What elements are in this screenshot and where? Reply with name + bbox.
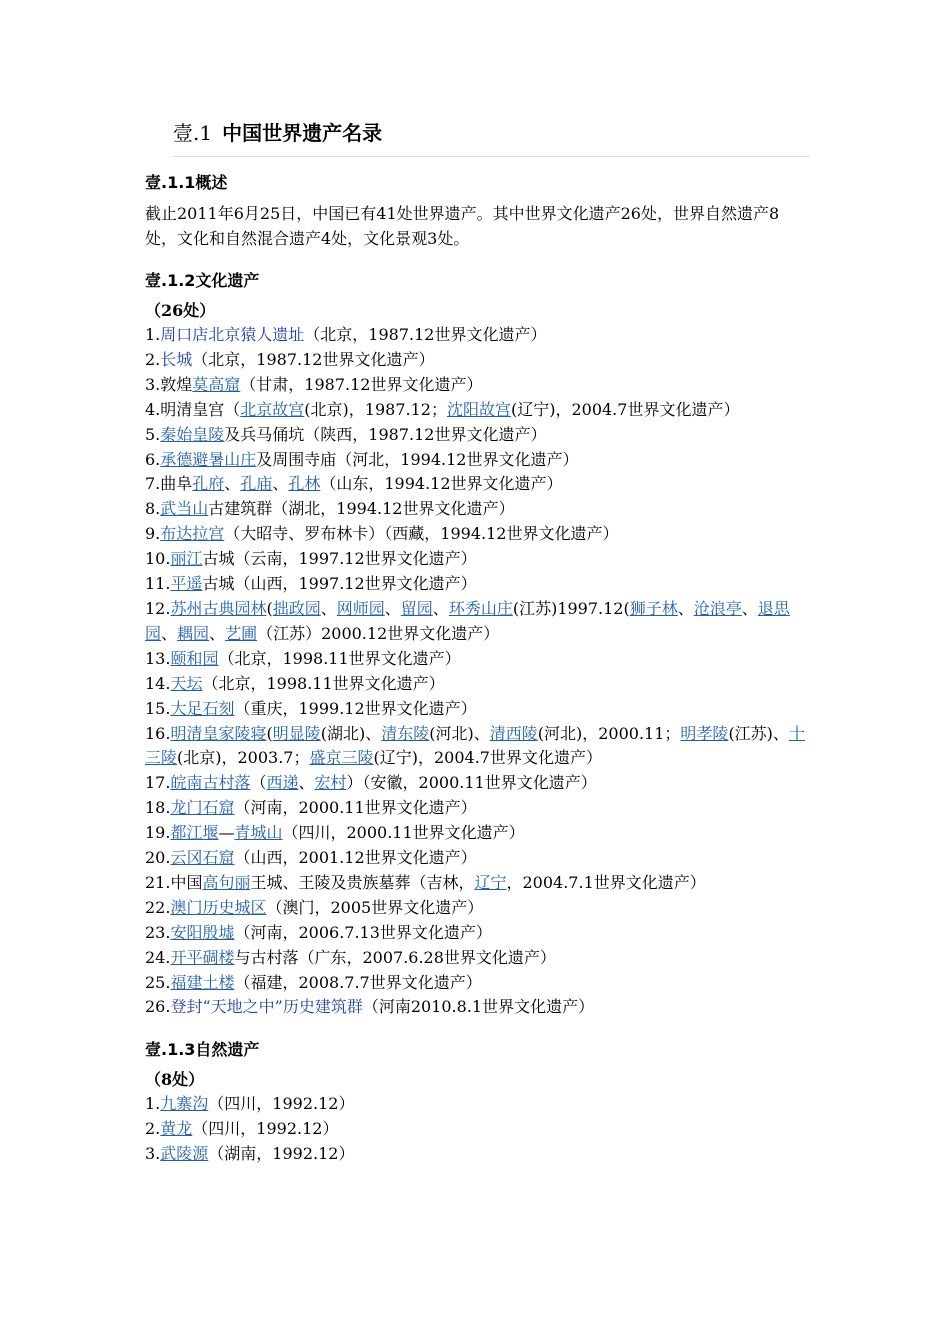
item-text: 1. <box>145 325 161 344</box>
item-text: 14. <box>145 673 171 693</box>
heritage-link[interactable]: 辽宁 <box>474 872 507 892</box>
heritage-link[interactable]: 宏村 <box>314 773 347 793</box>
heritage-link[interactable]: 青城山 <box>234 823 283 843</box>
list-item <box>145 995 810 1020</box>
heritage-link[interactable]: 狮子林 <box>629 598 678 618</box>
heritage-link[interactable]: 周口店北京猿人遗址 <box>160 325 305 344</box>
heading-title: 中国世界遗产名录 <box>222 121 383 145</box>
list-item <box>145 672 810 697</box>
item-text: 5. <box>145 424 161 444</box>
heritage-link[interactable]: 退思园 <box>145 598 790 643</box>
list-item <box>145 323 810 348</box>
heritage-link[interactable]: 拙政园 <box>272 598 321 618</box>
list-item <box>145 722 810 772</box>
item-text: （山东，1994.12世界文化遗产） <box>320 474 563 494</box>
list-item <box>145 448 810 473</box>
item-text: （大昭寺、罗布林卡）（西藏，1994.12世界文化遗产） <box>224 524 619 544</box>
heritage-link[interactable]: 西递 <box>266 773 299 793</box>
item-text: 23. <box>145 922 171 942</box>
item-text: （北京，1998.11世界文化遗产） <box>202 673 445 693</box>
item-text: 、 <box>161 623 178 643</box>
heritage-link[interactable]: 武当山 <box>160 499 209 519</box>
item-text: (北京)，2003.7； <box>177 748 310 768</box>
heritage-link[interactable]: 网师园 <box>336 598 385 618</box>
list-item <box>145 647 810 672</box>
item-text: ）（安徽，2000.11世界文化遗产） <box>346 773 597 793</box>
heritage-link[interactable]: 长城 <box>160 349 193 369</box>
list-item <box>145 497 810 522</box>
list-item <box>145 846 810 871</box>
item-text: 、 <box>741 598 758 618</box>
item-text: （江苏）2000.12世界文化遗产） <box>257 623 500 643</box>
item-text: (河北)，2000.11； <box>537 723 681 743</box>
item-text: (江苏)、 <box>728 723 789 743</box>
item-text: 王城、王陵及贵族墓葬（吉林， <box>250 872 475 892</box>
heritage-link[interactable]: 孔林 <box>288 474 321 494</box>
item-text: 7.曲阜 <box>145 474 193 494</box>
item-text: (辽宁)，2004.7世界文化遗产） <box>373 748 602 768</box>
heritage-link[interactable]: 布达拉宫 <box>160 524 225 544</box>
item-text: (江苏)1997.12( <box>512 598 630 618</box>
heritage-link[interactable]: 澳门历史城区 <box>170 897 267 917</box>
item-text: 13. <box>145 648 171 668</box>
heritage-link[interactable]: 安阳殷墟 <box>170 922 235 942</box>
list-item <box>145 921 810 946</box>
list-item <box>145 1142 810 1167</box>
item-text: 、 <box>432 598 449 618</box>
item-text: 、 <box>209 623 226 643</box>
section-heading-1 <box>173 118 810 157</box>
item-text: （湖南，1992.12） <box>208 1144 355 1164</box>
list-item <box>145 971 810 996</box>
cultural-count: （26处） <box>145 301 216 320</box>
item-text: 24. <box>145 947 171 967</box>
heritage-link[interactable]: 颐和园 <box>170 648 219 668</box>
item-text: 及周围寺庙（河北，1994.12世界文化遗产） <box>256 449 579 469</box>
heritage-link[interactable]: 沧浪亭 <box>693 598 742 618</box>
list-item <box>145 697 810 722</box>
item-text: （甘肃，1987.12世界文化遗产） <box>240 374 483 394</box>
item-text: 18. <box>145 798 171 818</box>
item-text: ，2004.7.1世界文化遗产） <box>506 872 706 892</box>
heritage-link[interactable]: 登封“天地之中”历史建筑群 <box>170 997 363 1017</box>
heritage-link[interactable]: 武陵源 <box>160 1144 209 1164</box>
item-text: (河北)、 <box>429 723 490 743</box>
list-item <box>145 547 810 572</box>
item-text: （四川，1992.12） <box>192 1119 339 1139</box>
heritage-link[interactable]: 北京故宫 <box>240 399 305 419</box>
item-text: 11. <box>145 574 171 594</box>
heritage-link[interactable]: 云冈石窟 <box>170 848 235 868</box>
heritage-link[interactable]: 黄龙 <box>160 1119 193 1139</box>
list-item <box>145 348 810 373</box>
item-text: （四川，2000.11世界文化遗产） <box>282 823 525 843</box>
item-text: (辽宁)，2004.7世界文化遗产） <box>510 399 740 419</box>
heritage-link[interactable]: 天坛 <box>170 673 203 693</box>
heritage-link[interactable]: 十三陵 <box>145 723 805 768</box>
item-text: （重庆，1999.12世界文化遗产） <box>234 698 477 718</box>
item-text: 与古村落（广东，2007.6.28世界文化遗产） <box>234 947 556 967</box>
item-text: 、 <box>677 598 694 618</box>
heritage-link[interactable]: 高句丽 <box>202 872 251 892</box>
list-item <box>145 472 810 497</box>
item-text: 2. <box>145 1119 161 1139</box>
heritage-link[interactable]: 承德避暑山庄 <box>160 449 257 469</box>
item-text: 25. <box>145 972 171 992</box>
item-text: 1. <box>145 1094 161 1114</box>
natural-heritage-heading: 壹.1.3自然遗产 <box>145 1040 260 1060</box>
item-text: 21.中国 <box>145 872 203 892</box>
list-item <box>145 1092 810 1117</box>
item-text: （ <box>250 773 267 793</box>
item-text: 6. <box>145 449 161 469</box>
item-text: (湖北)、 <box>320 723 382 743</box>
list-item <box>145 946 810 971</box>
heritage-link[interactable]: 大足石刻 <box>170 698 235 718</box>
heading-number: 壹.1 <box>173 121 213 145</box>
item-text: 15. <box>145 698 171 718</box>
overview-paragraph: 截止2011年6月25日，中国已有41处世界遗产。其中世界文化遗产26处，世界自然遗产8处，文化和自然混合遗产4处，文化景观3处。 <box>145 204 780 248</box>
list-item <box>145 373 810 398</box>
heritage-link[interactable]: 清西陵 <box>489 723 538 743</box>
heritage-link[interactable]: 明孝陵 <box>680 723 729 743</box>
item-text: 及兵马俑坑（陕西，1987.12世界文化遗产） <box>224 424 547 444</box>
heritage-link[interactable]: 耦园 <box>177 623 210 643</box>
item-text: 3. <box>145 1144 161 1164</box>
item-text: 26. <box>145 997 171 1017</box>
item-text: 、 <box>224 474 241 494</box>
item-text: 16. <box>145 723 171 743</box>
list-item <box>145 398 810 423</box>
item-text: 古城（山西，1997.12世界文化遗产） <box>202 574 477 594</box>
item-text: （澳门，2005世界文化遗产） <box>266 897 484 917</box>
item-text: 、 <box>298 773 315 793</box>
heritage-link[interactable]: 福建土楼 <box>170 972 235 992</box>
heritage-link[interactable]: 莫高窟 <box>192 374 241 394</box>
list-item <box>145 871 810 896</box>
item-text: 19. <box>145 823 171 843</box>
heritage-link[interactable]: 都江堰 <box>170 823 219 843</box>
item-text: 2. <box>145 349 161 369</box>
item-text: 17. <box>145 773 171 793</box>
heritage-link[interactable]: 苏州古典园林 <box>170 598 267 618</box>
item-text: （河南2010.8.1世界文化遗产） <box>362 997 595 1017</box>
list-item <box>145 896 810 921</box>
item-text: 古城（云南，1997.12世界文化遗产） <box>202 549 477 569</box>
item-text: 10. <box>145 549 171 569</box>
item-text: （福建，2008.7.7世界文化遗产） <box>234 972 482 992</box>
item-text: 9. <box>145 524 161 544</box>
heritage-link[interactable]: 孔庙 <box>240 474 273 494</box>
item-text: 22. <box>145 897 171 917</box>
item-text: （北京，1998.11世界文化遗产） <box>218 648 461 668</box>
natural-heritage-list <box>145 1092 810 1167</box>
heritage-link[interactable]: 沈阳故宫 <box>446 399 511 419</box>
heritage-link[interactable]: 明清皇家陵寝 <box>170 723 267 743</box>
item-text: 、 <box>272 474 289 494</box>
list-item <box>145 572 810 597</box>
item-text: 4.明清皇宫（ <box>145 399 241 419</box>
item-text: 8. <box>145 499 161 519</box>
item-text: — <box>218 823 235 843</box>
list-item <box>145 423 810 448</box>
heritage-link[interactable]: 秦始皇陵 <box>160 424 225 444</box>
list-item <box>145 796 810 821</box>
heritage-link[interactable]: 留园 <box>400 598 433 618</box>
item-text: 12. <box>145 598 171 618</box>
item-text: 3.敦煌 <box>145 374 193 394</box>
item-text: （山西，2001.12世界文化遗产） <box>234 848 477 868</box>
item-text: 、 <box>320 598 337 618</box>
cultural-heritage-heading: 壹.1.2文化遗产 <box>145 271 260 290</box>
heritage-link[interactable]: 清东陵 <box>381 723 430 743</box>
heritage-link[interactable]: 龙门石窟 <box>170 798 235 818</box>
list-item <box>145 771 810 796</box>
item-text: （四川，1992.12） <box>208 1094 355 1114</box>
list-item <box>145 522 810 547</box>
document-page <box>145 118 810 1167</box>
list-item <box>145 597 810 647</box>
heritage-link[interactable]: 丽江 <box>170 549 203 569</box>
item-text: （河南，2000.11世界文化遗产） <box>234 798 477 818</box>
heritage-link[interactable]: 平遥 <box>170 574 203 594</box>
item-text: （北京，1987.12世界文化遗产） <box>304 325 547 344</box>
natural-count: （8处） <box>145 1070 205 1090</box>
list-item <box>145 1117 810 1142</box>
heritage-link[interactable]: 九寨沟 <box>160 1094 209 1114</box>
item-text: ( <box>266 598 273 618</box>
heritage-link[interactable]: 艺圃 <box>225 623 258 643</box>
item-text: 、 <box>384 598 401 618</box>
item-text: （河南，2006.7.13世界文化遗产） <box>234 922 492 942</box>
item-text: (北京)，1987.12； <box>304 399 447 419</box>
cultural-heritage-list <box>145 323 810 1020</box>
overview-heading: 壹.1.1概述 <box>145 173 228 192</box>
item-text: 20. <box>145 848 171 868</box>
item-text: 古建筑群（湖北，1994.12世界文化遗产） <box>208 499 515 519</box>
item-text: ( <box>266 723 273 743</box>
heritage-link[interactable]: 开平碉楼 <box>170 947 235 967</box>
heritage-link[interactable]: 环秀山庄 <box>448 598 513 618</box>
heritage-link[interactable]: 明显陵 <box>272 723 321 743</box>
heritage-link[interactable]: 盛京三陵 <box>309 748 374 768</box>
item-text: （北京，1987.12世界文化遗产） <box>192 349 435 369</box>
heritage-link[interactable]: 皖南古村落 <box>170 773 251 793</box>
heritage-link[interactable]: 孔府 <box>192 474 225 494</box>
list-item <box>145 821 810 846</box>
